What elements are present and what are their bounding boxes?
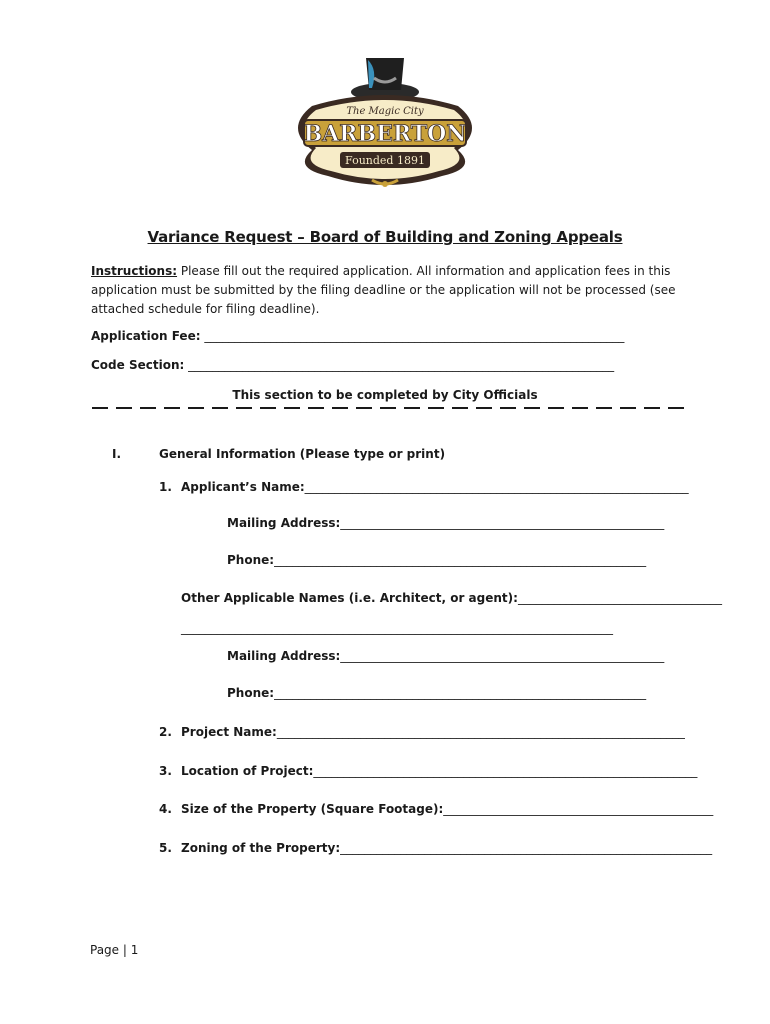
instructions-label: Instructions: xyxy=(91,264,178,278)
officials-section-note: This section to be completed by City Officials xyxy=(232,388,538,402)
logo-name: BARBERTON xyxy=(303,121,467,147)
other-names-label: Other Applicable Names (i.e. Architect, or agent): xyxy=(181,591,518,605)
project-name-field[interactable] xyxy=(181,725,685,739)
project-location-label: Location of Project: xyxy=(181,764,314,778)
project-location-line[interactable]: ________________________________________________________________ xyxy=(313,764,698,778)
application-fee-label: Application Fee: xyxy=(91,329,201,343)
other-phone-line[interactable]: ______________________________________________________________ xyxy=(274,686,647,700)
applicant-name-label: Applicant’s Name: xyxy=(181,480,305,494)
zoning-field[interactable] xyxy=(181,841,713,855)
applicant-name-line[interactable]: ________________________________________________________________ xyxy=(304,480,689,494)
item-number-5: 5. xyxy=(159,841,172,855)
item-number-2: 2. xyxy=(159,725,172,739)
instructions-paragraph xyxy=(91,262,681,319)
zoning-line[interactable]: ______________________________________________________________ xyxy=(340,841,713,855)
other-phone-label: Phone: xyxy=(227,686,275,700)
code-section-label: Code Section: xyxy=(91,358,185,372)
application-fee-line[interactable]: ______________________________________________________________________ xyxy=(200,329,625,343)
property-size-field[interactable] xyxy=(181,802,714,816)
zoning-label: Zoning of the Property: xyxy=(181,841,341,855)
application-fee-field[interactable] xyxy=(91,329,681,343)
project-location-field[interactable] xyxy=(181,764,698,778)
other-phone-field[interactable] xyxy=(227,686,677,700)
other-names-field[interactable] xyxy=(181,591,722,605)
item-number-4: 4. xyxy=(159,802,172,816)
section-number: I. xyxy=(112,447,122,461)
applicant-name-field[interactable] xyxy=(181,480,689,494)
applicant-phone-label: Phone: xyxy=(227,553,275,567)
code-section-line[interactable]: _______________________________________________________________________ xyxy=(184,358,615,372)
logo-founded: Founded 1891 xyxy=(345,154,425,167)
logo-tagline: The Magic City xyxy=(346,106,424,117)
property-size-label: Size of the Property (Square Footage): xyxy=(181,802,444,816)
other-mailing-address-field[interactable] xyxy=(227,649,677,663)
other-mailing-address-line[interactable]: ______________________________________________________ xyxy=(340,649,665,663)
applicant-mailing-address-field[interactable] xyxy=(227,516,677,530)
project-name-line[interactable]: ____________________________________________________________________ xyxy=(276,725,685,739)
applicant-phone-line[interactable]: ______________________________________________________________ xyxy=(274,553,647,567)
item-number-3: 3. xyxy=(159,764,172,778)
document-title: Variance Request – Board of Building and Zoning Appeals xyxy=(147,228,623,246)
project-name-label: Project Name: xyxy=(181,725,277,739)
item-number-1: 1. xyxy=(159,480,172,494)
applicant-mailing-address-line[interactable]: ______________________________________________________ xyxy=(340,516,665,530)
page-number: Page | 1 xyxy=(90,943,139,957)
other-mailing-address-label: Mailing Address: xyxy=(227,649,341,663)
dashed-divider xyxy=(92,402,688,414)
other-names-line[interactable]: __________________________________ xyxy=(517,591,722,605)
instructions-text: Please fill out the required application. All information and application fees in this application must be submitted by the filing deadline or the application will not be processed (see attached schedule for filing deadline). xyxy=(91,264,676,316)
applicant-mailing-address-label: Mailing Address: xyxy=(227,516,341,530)
barberton-logo xyxy=(282,48,488,198)
code-section-field[interactable] xyxy=(91,358,677,372)
property-size-line[interactable]: _____________________________________________ xyxy=(443,802,714,816)
section-title: General Information (Please type or print) xyxy=(159,447,446,461)
other-names-line-2[interactable]: ________________________________________________________________________ xyxy=(181,621,613,635)
applicant-phone-field[interactable] xyxy=(227,553,677,567)
